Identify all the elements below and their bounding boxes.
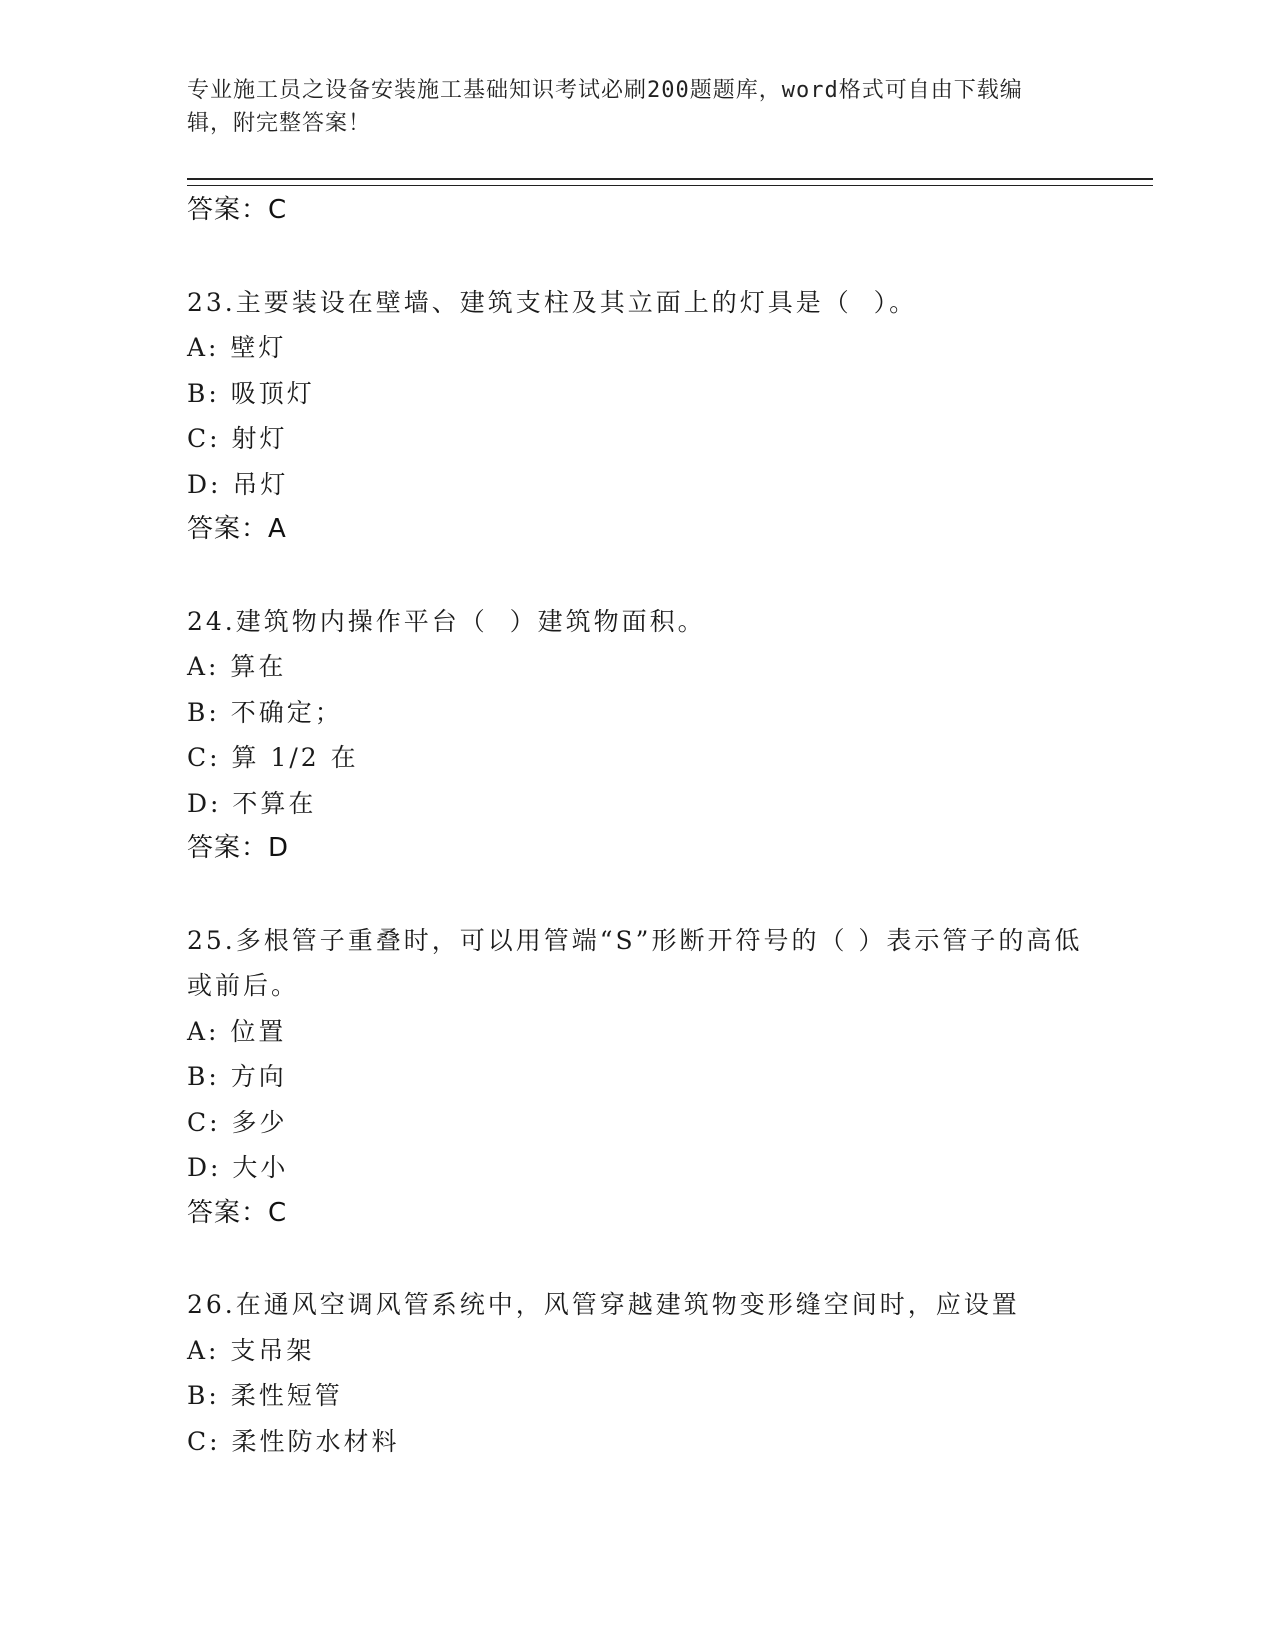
option-a: A: 支吊架 (187, 1335, 315, 1365)
option-b: B: 方向 (187, 1062, 287, 1091)
option-a: A: 算在 (187, 652, 287, 681)
question-block (187, 1282, 1117, 1464)
question-block (187, 918, 1117, 1237)
question-title: 25.多根管子重叠时，可以用管端“S”形断开符号的（ ）表示管子的高低或前后。 (187, 925, 1083, 1000)
option-b: B: 柔性短管 (187, 1381, 343, 1410)
question-block (187, 280, 1117, 553)
spacer (187, 234, 1117, 280)
option-d: D: 吊灯 (187, 469, 289, 499)
page-header: 专业施工员之设备安装施工基础知识考试必刷200题题库，word格式可自由下载编辑，附完整答案！ (187, 78, 1023, 136)
answer-line: 答案：D (187, 833, 290, 863)
spacer (187, 553, 1117, 599)
answer-line: 答案：C (187, 195, 288, 225)
question-list (187, 188, 1117, 1464)
option-c: C: 多少 (187, 1107, 288, 1137)
option-b: B: 吸顶灯 (187, 378, 315, 408)
option-d: D: 不算在 (187, 788, 317, 818)
option-c: C: 柔性防水材料 (187, 1426, 400, 1456)
spacer (187, 872, 1117, 918)
option-a: A: 壁灯 (187, 333, 287, 362)
answer-line: 答案：C (187, 1197, 288, 1228)
header-rule (187, 178, 1153, 186)
question-title: 23.主要装设在壁墙、建筑支柱及其立面上的灯具是（ ）。 (187, 287, 918, 317)
option-b: B: 不确定； (187, 697, 343, 727)
option-c: C: 算 1/2 在 (187, 743, 359, 772)
option-a: A: 位置 (187, 1016, 287, 1046)
question-title: 24.建筑物内操作平台（ ）建筑物面积。 (187, 606, 706, 636)
spacer (187, 1236, 1117, 1282)
option-d: D: 大小 (187, 1153, 289, 1182)
option-c: C: 射灯 (187, 424, 288, 453)
question-block (187, 599, 1117, 872)
answer-line: 答案：A (187, 514, 287, 544)
question-title: 26.在通风空调风管系统中，风管穿越建筑物变形缝空间时，应设置 (187, 1290, 1020, 1319)
